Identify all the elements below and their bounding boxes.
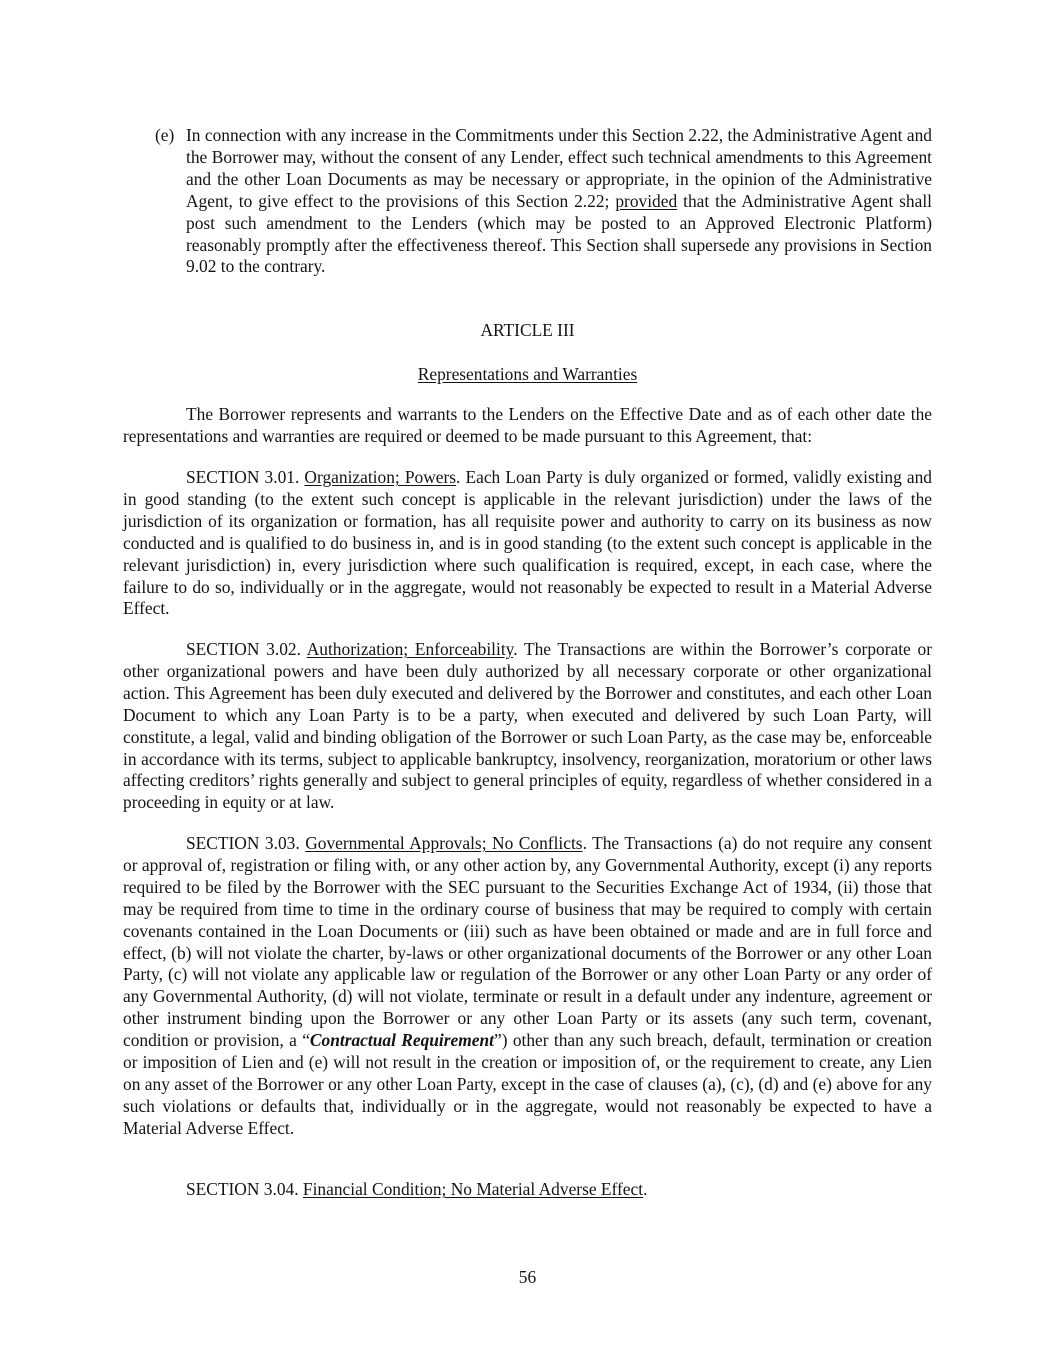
clause-e <box>155 125 932 278</box>
clause-e-text: In connection with any increase in the Commitments under this Section 2.22, the Administrative Agent and the Borrower may, without the consent of any Lender, effect such technical amendments to this Agreement and the other Loan Documents as may be necessary or appropriate, in the opinion of the Administrative Agent, to give effect to the provisions of this Section 2.22; <box>186 125 932 211</box>
section-heading: Financial Condition; No Material Adverse Effect <box>302 1179 644 1199</box>
clause-e-body <box>186 125 932 278</box>
section-label: SECTION 3.02. <box>186 639 307 659</box>
section-3-01 <box>123 467 932 620</box>
section-body: . The Transactions (a) do not require any consent or approval of, registration or filing with, or any other action by, any Governmental Authority, except (i) any reports required to be filed by the Borrower with the SEC pursuant to the Securities Exchange Act of 1934, (ii) those that may be required from time to time in the ordinary course of business that may be required to comply with certain covenants contained in the Loan Documents or (iii) such as have been obtained or made and are in full force and effect, (b) will not violate the charter, by-laws or other organizational documents of the Borrower or any other Loan Party, (c) will not violate any applicable law or regulation of the Borrower or any other Loan Party or any order of any Governmental Authority, (d) will not violate, terminate or result in a default under any indenture, agreement or other instrument binding upon the Borrower or any other Loan Party or its assets (any such term, covenant, condition or provision, a “ <box>123 833 932 1051</box>
section-heading: Organization; Powers <box>304 467 457 487</box>
section-heading: Authorization; Enforceability <box>306 639 514 659</box>
defined-term: Contractual Requirement <box>309 1030 494 1051</box>
clause-marker: (e) <box>155 125 175 145</box>
section-label: SECTION 3.01. <box>186 467 305 487</box>
section-3-04 <box>123 1179 932 1201</box>
article-title <box>123 364 932 386</box>
section-label: SECTION 3.03. <box>186 833 306 853</box>
proviso-term: provided <box>615 190 678 211</box>
section-heading: Governmental Approvals; No Conflicts <box>305 833 583 853</box>
article-title-text: Representations and Warranties <box>417 364 638 384</box>
section-body: . Each Loan Party is duly organized or formed, validly existing and in good standing (to the extent such concept is applicable in the relevant jurisdiction) under the laws of the jurisdiction of its organization or formation, has all requisite power and authority to carry on its business as now conducted and is qualified to do business in, and is in good standing (to the extent such concept is applicable in the relevant jurisdiction) in, every jurisdiction where such qualification is required, except, in each case, where the failure to do so, individually or in the aggregate, would not reasonably be expected to result in a Material Adverse Effect. <box>123 467 932 619</box>
section-3-03 <box>123 833 932 1140</box>
section-label: SECTION 3.04. <box>186 1179 303 1199</box>
clause-e-text-cont: that the Administrative Agent shall post such amendment to the Lenders (which may be posted to an Approved Electronic Platform) reasonably promptly after the effectiveness thereof. This Section shall supersede any provisions in Section 9.02 to the contrary. <box>186 190 932 277</box>
article-number: ARTICLE III <box>480 320 575 340</box>
intro-paragraph: The Borrower represents and warrants to the Lenders on the Effective Date and as of each other date the representations and warranties are required or deemed to be made pursuant to this Agreement, that: <box>123 404 932 446</box>
section-body: . The Transactions are within the Borrower’s corporate or other organizational powers and have been duly authorized by all necessary corporate or other organizational action. This Agreement has been duly executed and delivered by the Borrower and constitutes, and each other Loan Document to which any Loan Party is to be a party, when executed and delivered by such Loan Party, will constitute, a legal, valid and binding obligation of the Borrower or such Loan Party, as the case may be, enforceable in accordance with its terms, subject to applicable bankruptcy, insolvency, reorganization, moratorium or other laws affecting creditors’ rights generally and subject to general principles of equity, regardless of whether considered in a proceeding in equity or at law. <box>123 639 932 813</box>
section-3-02 <box>123 639 932 814</box>
section-body-cont: ”) other than any such breach, default, termination or creation or imposition of Lien and (e) will not result in the creation or imposition of, or the requirement to create, any Lien on any asset of the Borrower or any other Loan Party, except in the case of clauses (a), (c), (d) and (e) above for any such violations or defaults that, individually or in the aggregate, would not reasonably be expected to have a Material Adverse Effect. <box>123 1030 932 1138</box>
page-number: 56 <box>518 1267 537 1287</box>
section-body: . <box>643 1179 648 1199</box>
